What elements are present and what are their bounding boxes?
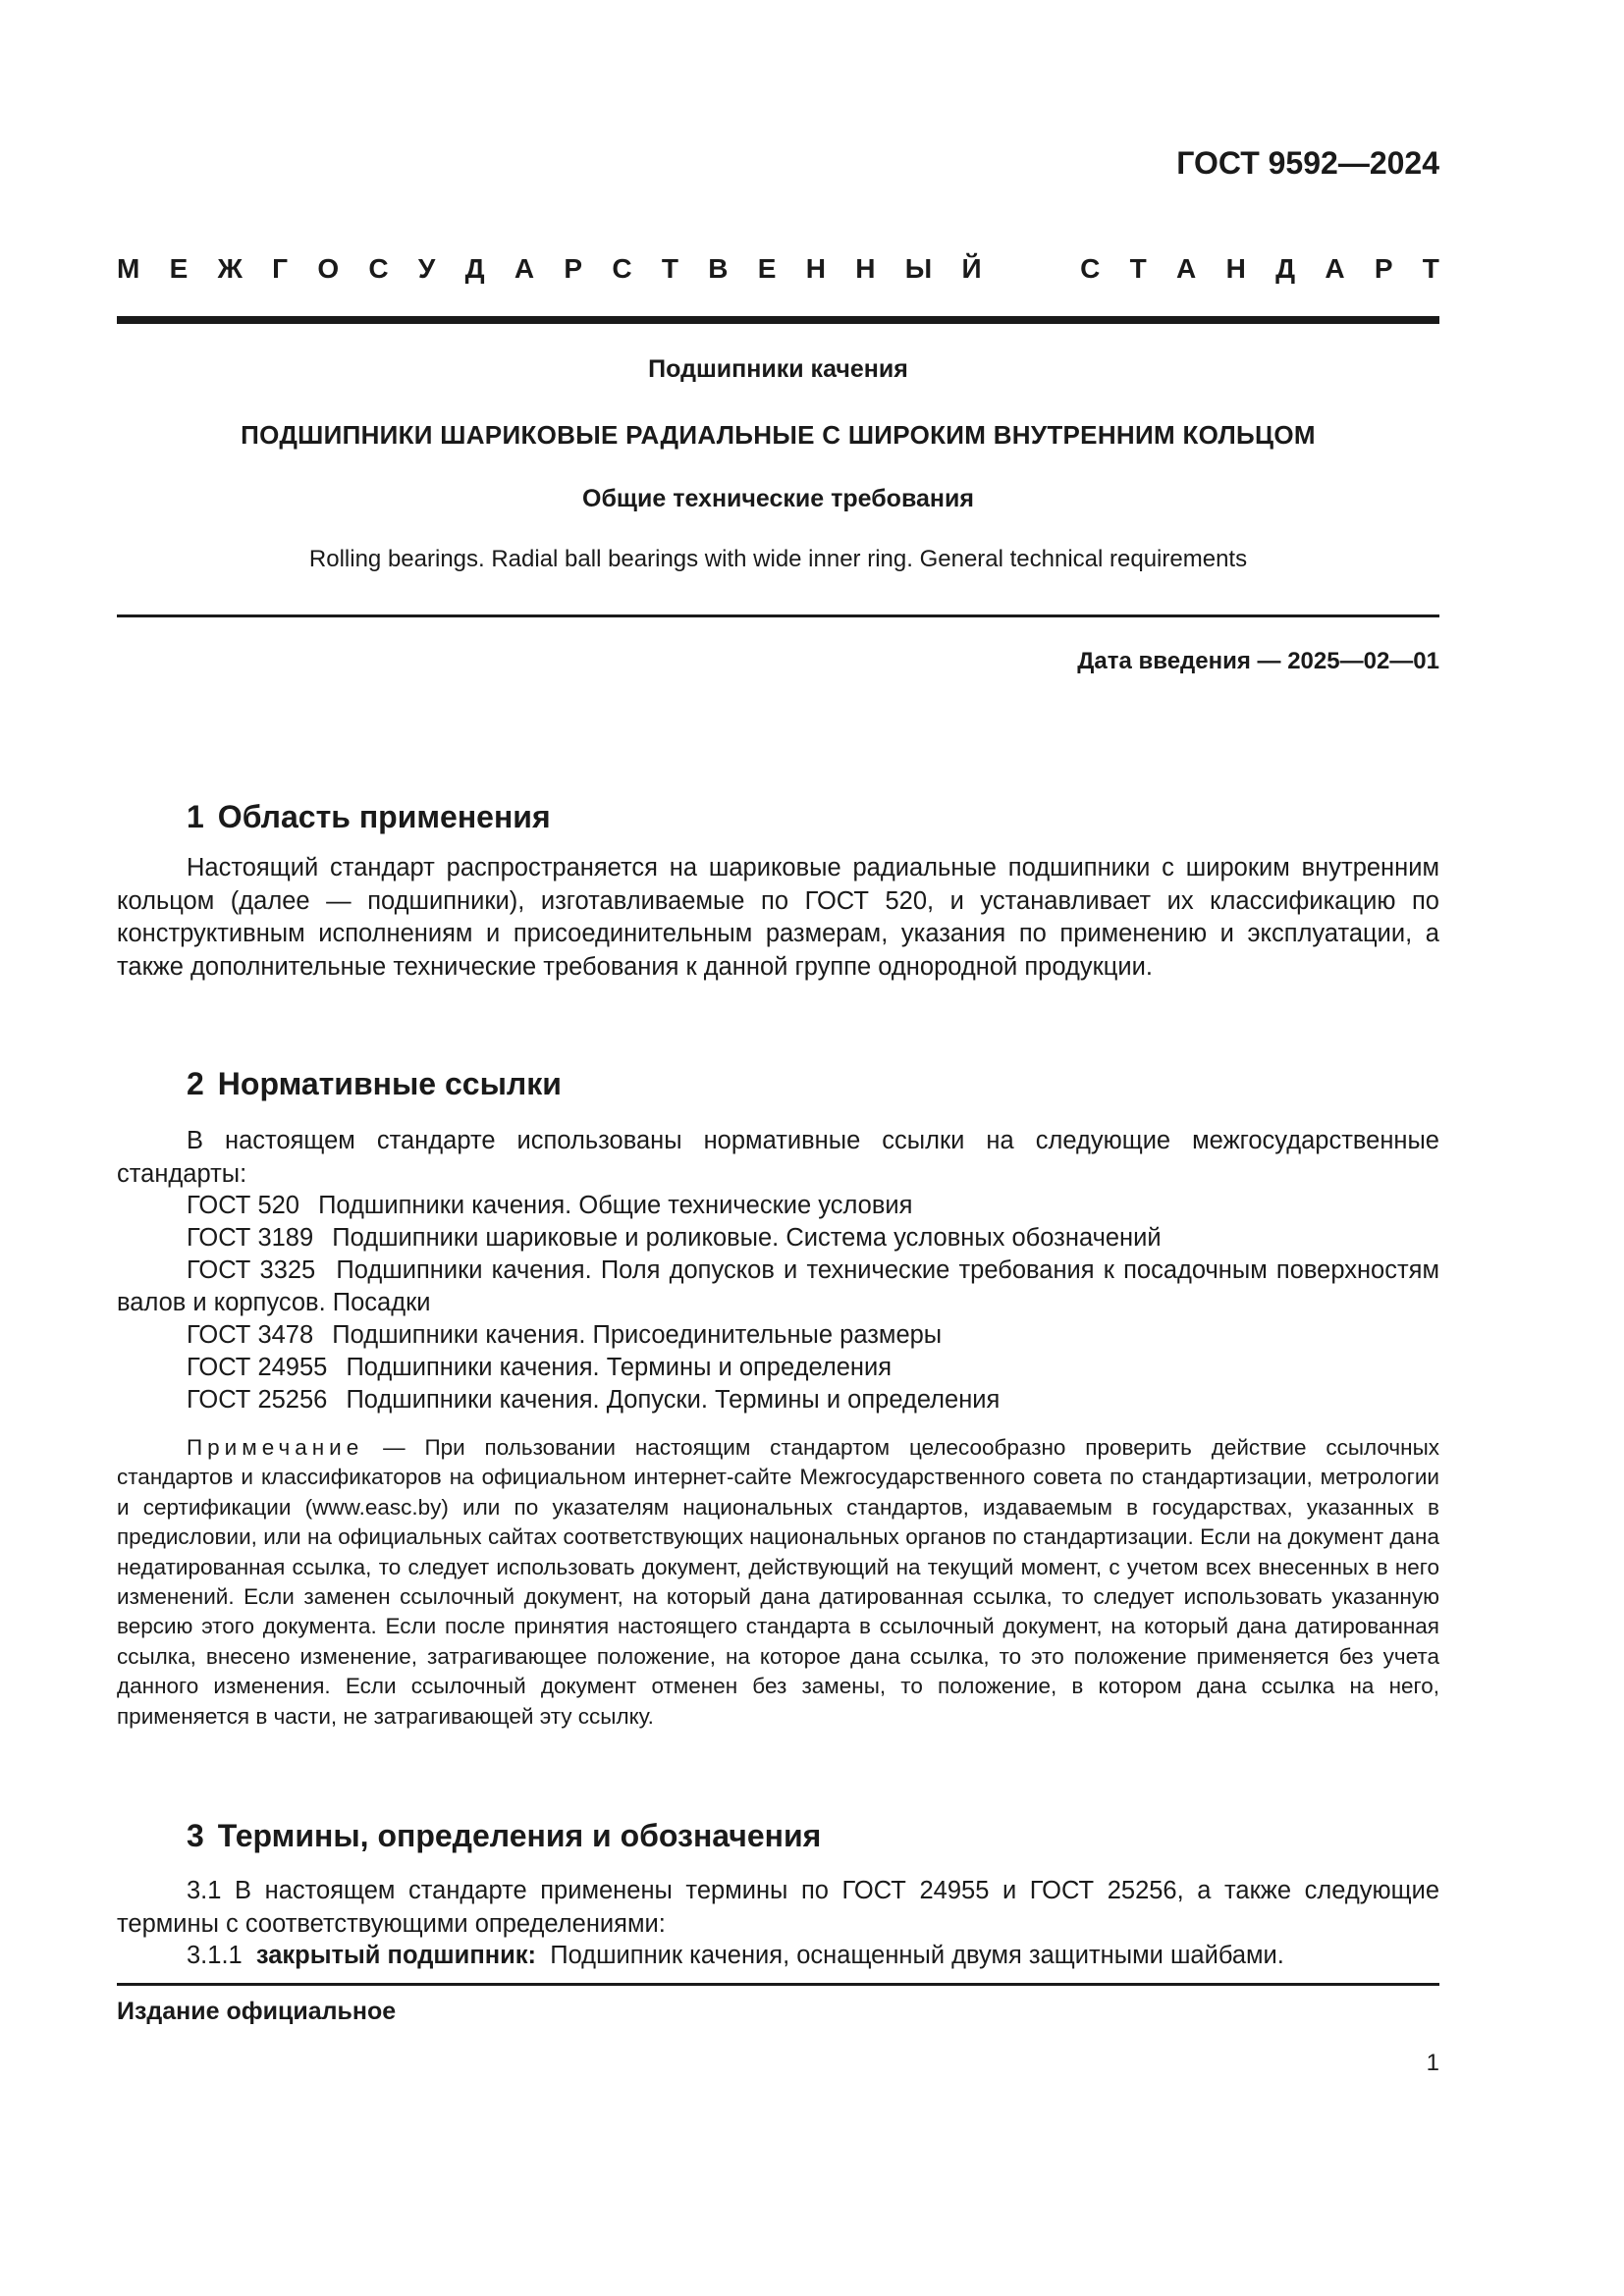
reference-item bbox=[187, 1384, 1439, 1416]
standard-type-letter: Д bbox=[1275, 253, 1296, 284]
title-rule bbox=[117, 614, 1439, 617]
note-text: — При пользовании настоящим стандартом целесообразно проверить действие ссылочных стандартов и классификаторов на официальном интернет-сайте Межгосударственного совета по стандартизации, метрологии и сертификации (www.easc.by) или по указателям национальных стандартов, издаваемым в государствах, указанных в предисловии, или на официальных сайтах соответствующих национальных органов по стандартизации. Если на документ дана недатированная ссылка, то следует использовать документ, действующий на текущий момент, с учетом всех внесенных в него изменений. Если заменен ссылочный документ, на который дана датированная ссылка, то следует использовать указанную версию этого документа. Если после принятия настоящего стандарта в ссылочный документ, на который дана датированная ссылка, внесено изменение, затрагивающее положение, на которое дана ссылка, то это положение применяется без учета данного изменения. Если ссылочный документ отменен без замены, то положение, в котором дана ссылка на него, применяется в части, не затрагивающей эту ссылку. bbox=[117, 1435, 1439, 1729]
clause-number: 3.1.1 bbox=[187, 1942, 243, 1969]
section-1-heading bbox=[187, 799, 551, 835]
section-title: Нормативные ссылки bbox=[217, 1066, 562, 1101]
standard-type-letter: С bbox=[368, 253, 389, 284]
standard-type-letter: Ж bbox=[217, 253, 243, 284]
section-1-text bbox=[117, 852, 1439, 984]
standard-type-heading bbox=[117, 253, 1439, 285]
reference-code: ГОСТ 3189 bbox=[187, 1224, 314, 1252]
standard-type-letter: В bbox=[708, 253, 729, 284]
standard-type-letter: Н bbox=[805, 253, 826, 284]
clause-3-1-1 bbox=[117, 1940, 1439, 1973]
standard-type-letter: Г bbox=[272, 253, 289, 284]
note-label: Примечание bbox=[187, 1435, 364, 1460]
term: закрытый подшипник: bbox=[255, 1942, 537, 1969]
section-number: 3 bbox=[187, 1818, 204, 1853]
reference-code: ГОСТ 25256 bbox=[187, 1386, 328, 1414]
introduction-date: Дата введения — 2025—02—01 bbox=[1077, 648, 1439, 674]
reference-title: Подшипники шариковые и роликовые. Система условных обозначений bbox=[332, 1224, 1162, 1252]
header-thick-rule bbox=[117, 316, 1439, 324]
standard-type-letter: У bbox=[417, 253, 436, 284]
standard-type-letter: А bbox=[514, 253, 535, 284]
standard-type-letter: С bbox=[1080, 253, 1101, 284]
standard-type-letter: Т bbox=[1422, 253, 1439, 284]
reference-list-b bbox=[187, 1319, 1439, 1416]
title-subtitle: Общие технические требования bbox=[582, 485, 974, 512]
reference-item bbox=[187, 1190, 1439, 1222]
clause-3-1 bbox=[117, 1875, 1439, 1941]
reference-title: Подшипники качения. Допуски. Термины и определения bbox=[346, 1386, 1001, 1414]
section-2-heading bbox=[187, 1066, 562, 1102]
section-title: Область применения bbox=[217, 799, 551, 834]
reference-item bbox=[187, 1319, 1439, 1352]
standard-type-letter: Н bbox=[855, 253, 876, 284]
term-definition: Подшипник качения, оснащенный двумя защитными шайбами. bbox=[550, 1942, 1284, 1969]
paragraph-text: Настоящий стандарт распространяется на шариковые радиальные подшипники с широким внутренним кольцом (далее — подшипники), изготавливаемые по ГОСТ 520, и устанавливает их классификацию по конструктивным исполнениям и присоединительным размерам, указания по применению и эксплуатации, а также дополнительные технические требования к данной группе однородной продукции. bbox=[117, 854, 1439, 981]
standard-type-letter: Т bbox=[1129, 253, 1147, 284]
section-title: Термины, определения и обозначения bbox=[217, 1818, 822, 1853]
reference-title: Подшипники качения. Общие технические условия bbox=[318, 1192, 913, 1219]
reference-title: Подшипники качения. Термины и определения bbox=[346, 1354, 893, 1381]
section-3-heading bbox=[187, 1818, 821, 1854]
standard-type-letter: А bbox=[1176, 253, 1197, 284]
document-number: ГОСТ 9592—2024 bbox=[1176, 145, 1439, 181]
reference-list-a bbox=[187, 1190, 1439, 1255]
reference-title: Подшипники качения. Присоединительные размеры bbox=[332, 1321, 943, 1349]
reference-code: ГОСТ 3478 bbox=[187, 1321, 314, 1349]
reference-code: ГОСТ 520 bbox=[187, 1192, 299, 1219]
section-2-intro bbox=[117, 1125, 1439, 1191]
standard-type-letter: Е bbox=[757, 253, 777, 284]
standard-type-letter: Е bbox=[169, 253, 189, 284]
word-gap bbox=[1011, 253, 1051, 285]
section-number: 2 bbox=[187, 1066, 204, 1101]
standard-type-letter: Й bbox=[961, 253, 982, 284]
paragraph-text: В настоящем стандарте использованы нормативные ссылки на следующие межгосударственные стандарты: bbox=[117, 1127, 1439, 1188]
section-2-note bbox=[117, 1433, 1439, 1732]
title-group: Подшипники качения bbox=[648, 355, 908, 383]
standard-type-letter: Р bbox=[1374, 253, 1393, 284]
reference-item-wrapped bbox=[117, 1255, 1439, 1319]
page-number: 1 bbox=[1426, 2050, 1439, 2076]
reference-title: Подшипники качения. Поля допусков и технические требования к посадочным поверхностям валов и корпусов. Посадки bbox=[117, 1256, 1440, 1316]
standard-type-letter: С bbox=[612, 253, 632, 284]
standard-type-letter: Ы bbox=[904, 253, 933, 284]
standard-type-letter: Н bbox=[1225, 253, 1246, 284]
reference-code: ГОСТ 24955 bbox=[187, 1354, 328, 1381]
title-main: ПОДШИПНИКИ ШАРИКОВЫЕ РАДИАЛЬНЫЕ С ШИРОКИМ ВНУТРЕННИМ КОЛЬЦОМ bbox=[241, 420, 1316, 450]
reference-code: ГОСТ 3325 bbox=[187, 1256, 316, 1284]
standard-type-letter: М bbox=[117, 253, 140, 284]
footer-rule bbox=[117, 1983, 1439, 1986]
paragraph-text: 3.1 В настоящем стандарте применены термины по ГОСТ 24955 и ГОСТ 25256, а также следующие термины с соответствующими определениями: bbox=[117, 1877, 1439, 1938]
reference-item bbox=[187, 1222, 1439, 1255]
title-english: Rolling bearings. Radial ball bearings with wide inner ring. General technical requirements bbox=[308, 546, 1248, 572]
standard-type-letter: Р bbox=[564, 253, 583, 284]
standard-type-letter: А bbox=[1325, 253, 1345, 284]
official-edition-label: Издание официальное bbox=[117, 1998, 397, 2025]
standard-type-letter: О bbox=[317, 253, 340, 284]
standard-type-letter: Д bbox=[464, 253, 485, 284]
standard-type-letter: Т bbox=[661, 253, 678, 284]
section-number: 1 bbox=[187, 799, 204, 834]
reference-item bbox=[187, 1352, 1439, 1384]
